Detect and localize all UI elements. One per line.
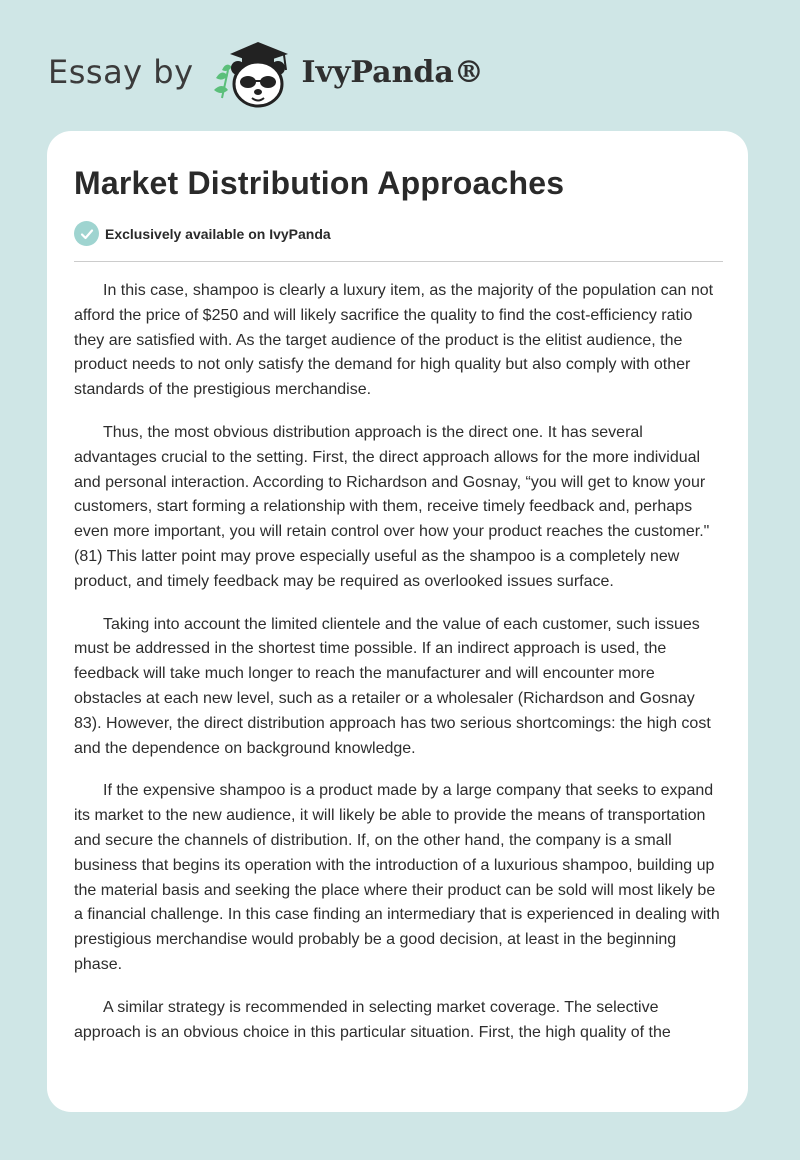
paragraph: A similar strategy is recommended in selecting market coverage. The selective approach is an obvious choice in this particular situation. First, the high quality of the <box>74 998 671 1041</box>
paragraph: If the expensive shampoo is a product made by a large company that seeks to expand its market to the new audience, it will likely be able to provide the means of transportation and secure the channels of distribution. If, on the other hand, the company is a small business that begins its operation with the introduction of a luxurious shampoo, building up the material basis and seeking the place where their product can be sold will most likely be a financial challenge. In this case finding an intermediary that is experienced in dealing with prestigious merchandise would probably be a good decision, at least in the beginning phase. <box>74 782 720 973</box>
site-header <box>48 32 484 112</box>
article-body <box>74 279 724 1063</box>
brand-name[interactable]: IvyPanda® <box>301 54 484 90</box>
exclusive-badge <box>74 221 331 246</box>
paragraph: In this case, shampoo is clearly a luxury item, as the majority of the population can not afford the price of $250 and will likely sacrifice the quality to find the cost-efficiency ratio they are satisfied with. As the target audience of the product is the elitist audience, the product needs to not only satisfy the demand for high quality but also comply with other standards of the prestigious merchandise. <box>74 282 714 399</box>
panda-logo-icon[interactable] <box>208 32 298 112</box>
paragraph: Taking into account the limited clientele and the value of each customer, such issues must be addressed in the shortest time possible. If an indirect approach is used, the feedback will take much longer to reach the manufacturer and will encounter more obstacles at each new level, such as a retailer or a wholesaler (Richardson and Gosnay 83). However, the direct distribution approach has two serious shortcomings: the high cost and the dependence on background knowledge. <box>74 615 711 757</box>
article-card <box>47 131 748 1112</box>
page-title: Market Distribution Approaches <box>74 165 565 201</box>
badge-label: Exclusively available on IvyPanda <box>105 225 331 242</box>
check-circle-icon <box>74 221 99 246</box>
essay-by-label: Essay by <box>48 53 194 91</box>
title-divider <box>74 261 723 262</box>
paragraph: Thus, the most obvious distribution approach is the direct one. It has several advantages crucial to the setting. First, the direct approach allows for the more individual and personal interaction. According to Richardson and Gosnay, “you will get to know your customers, start forming a relationship with them, receive timely feedback and, perhaps even more important, you will retain control over how your product reaches the customer." (81) This latter point may prove especially useful as the shampoo is a completely new product, and timely feedback may be required as overlooked issues surface. <box>74 423 710 590</box>
